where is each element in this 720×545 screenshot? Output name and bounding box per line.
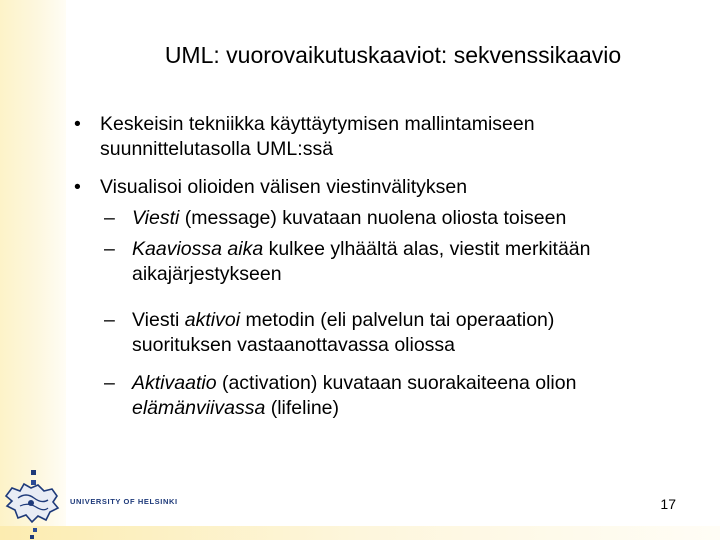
university-seal-icon	[0, 458, 66, 540]
sub-bullet-1-rest: (message) kuvataan nuolena oliosta toiseen	[179, 207, 567, 229]
sub-bullet-2	[132, 237, 702, 287]
sub-bullet-3-rest: metodin (eli palvelun tai operaation)	[240, 309, 555, 331]
university-name: UNIVERSITY OF HELSINKI	[70, 497, 178, 506]
sub-bullet-1	[132, 206, 702, 231]
sub-bullet-marker: –	[104, 372, 115, 394]
bullet-1-text	[100, 112, 700, 162]
term-elamanviivassa: elämänviivassa	[132, 397, 266, 419]
sub-bullet-4-rest: (activation) kuvataan suorakaiteena olion	[216, 372, 577, 394]
term-kaaviossa-aika: Kaaviossa aika	[132, 238, 264, 260]
bullet-1-line-1: Keskeisin tekniikka käyttäytymisen mallintamiseen	[100, 113, 535, 135]
sub-bullet-4-line-1	[132, 371, 702, 396]
term-viesti: Viesti	[132, 207, 180, 229]
sub-bullet-2-line-2: aikajärjestykseen	[132, 263, 282, 285]
bullet-marker: •	[74, 113, 81, 135]
sub-bullet-3-line-1	[132, 308, 702, 333]
sub-bullet-4-line-2	[132, 396, 702, 421]
sub-bullet-4	[132, 371, 702, 421]
sub-bullet-marker: –	[104, 207, 115, 229]
sub-bullet-4-line-2-rest: (lifeline)	[265, 397, 339, 419]
slide-title: UML: vuorovaikutuskaaviot: sekvenssikaavio	[164, 42, 622, 68]
bullet-1-line-2: suunnittelutasolla UML:ssä	[100, 138, 334, 160]
term-aktivoi: aktivoi	[184, 309, 241, 331]
bullet-marker: •	[74, 176, 81, 198]
bullet-2-line-1: Visualisoi olioiden välisen viestinvälityksen	[100, 176, 468, 198]
sub-bullet-marker: –	[104, 238, 115, 260]
sub-bullet-marker: –	[104, 309, 115, 331]
sub-bullet-2-line-1	[132, 237, 702, 262]
sub-bullet-3	[132, 308, 702, 358]
page-number: 17	[660, 496, 676, 512]
sub-bullet-1-line-1	[132, 206, 702, 231]
sub-bullet-3-line-2: suorituksen vastaanottavassa oliossa	[132, 334, 456, 356]
bullet-2-text	[100, 175, 700, 200]
term-aktivaatio: Aktivaatio	[132, 372, 217, 394]
sub-bullet-3-pre: Viesti	[132, 309, 185, 331]
sub-bullet-2-rest: kulkee ylhäältä alas, viestit merkitään	[263, 238, 591, 260]
bottom-accent-strip	[0, 526, 720, 540]
